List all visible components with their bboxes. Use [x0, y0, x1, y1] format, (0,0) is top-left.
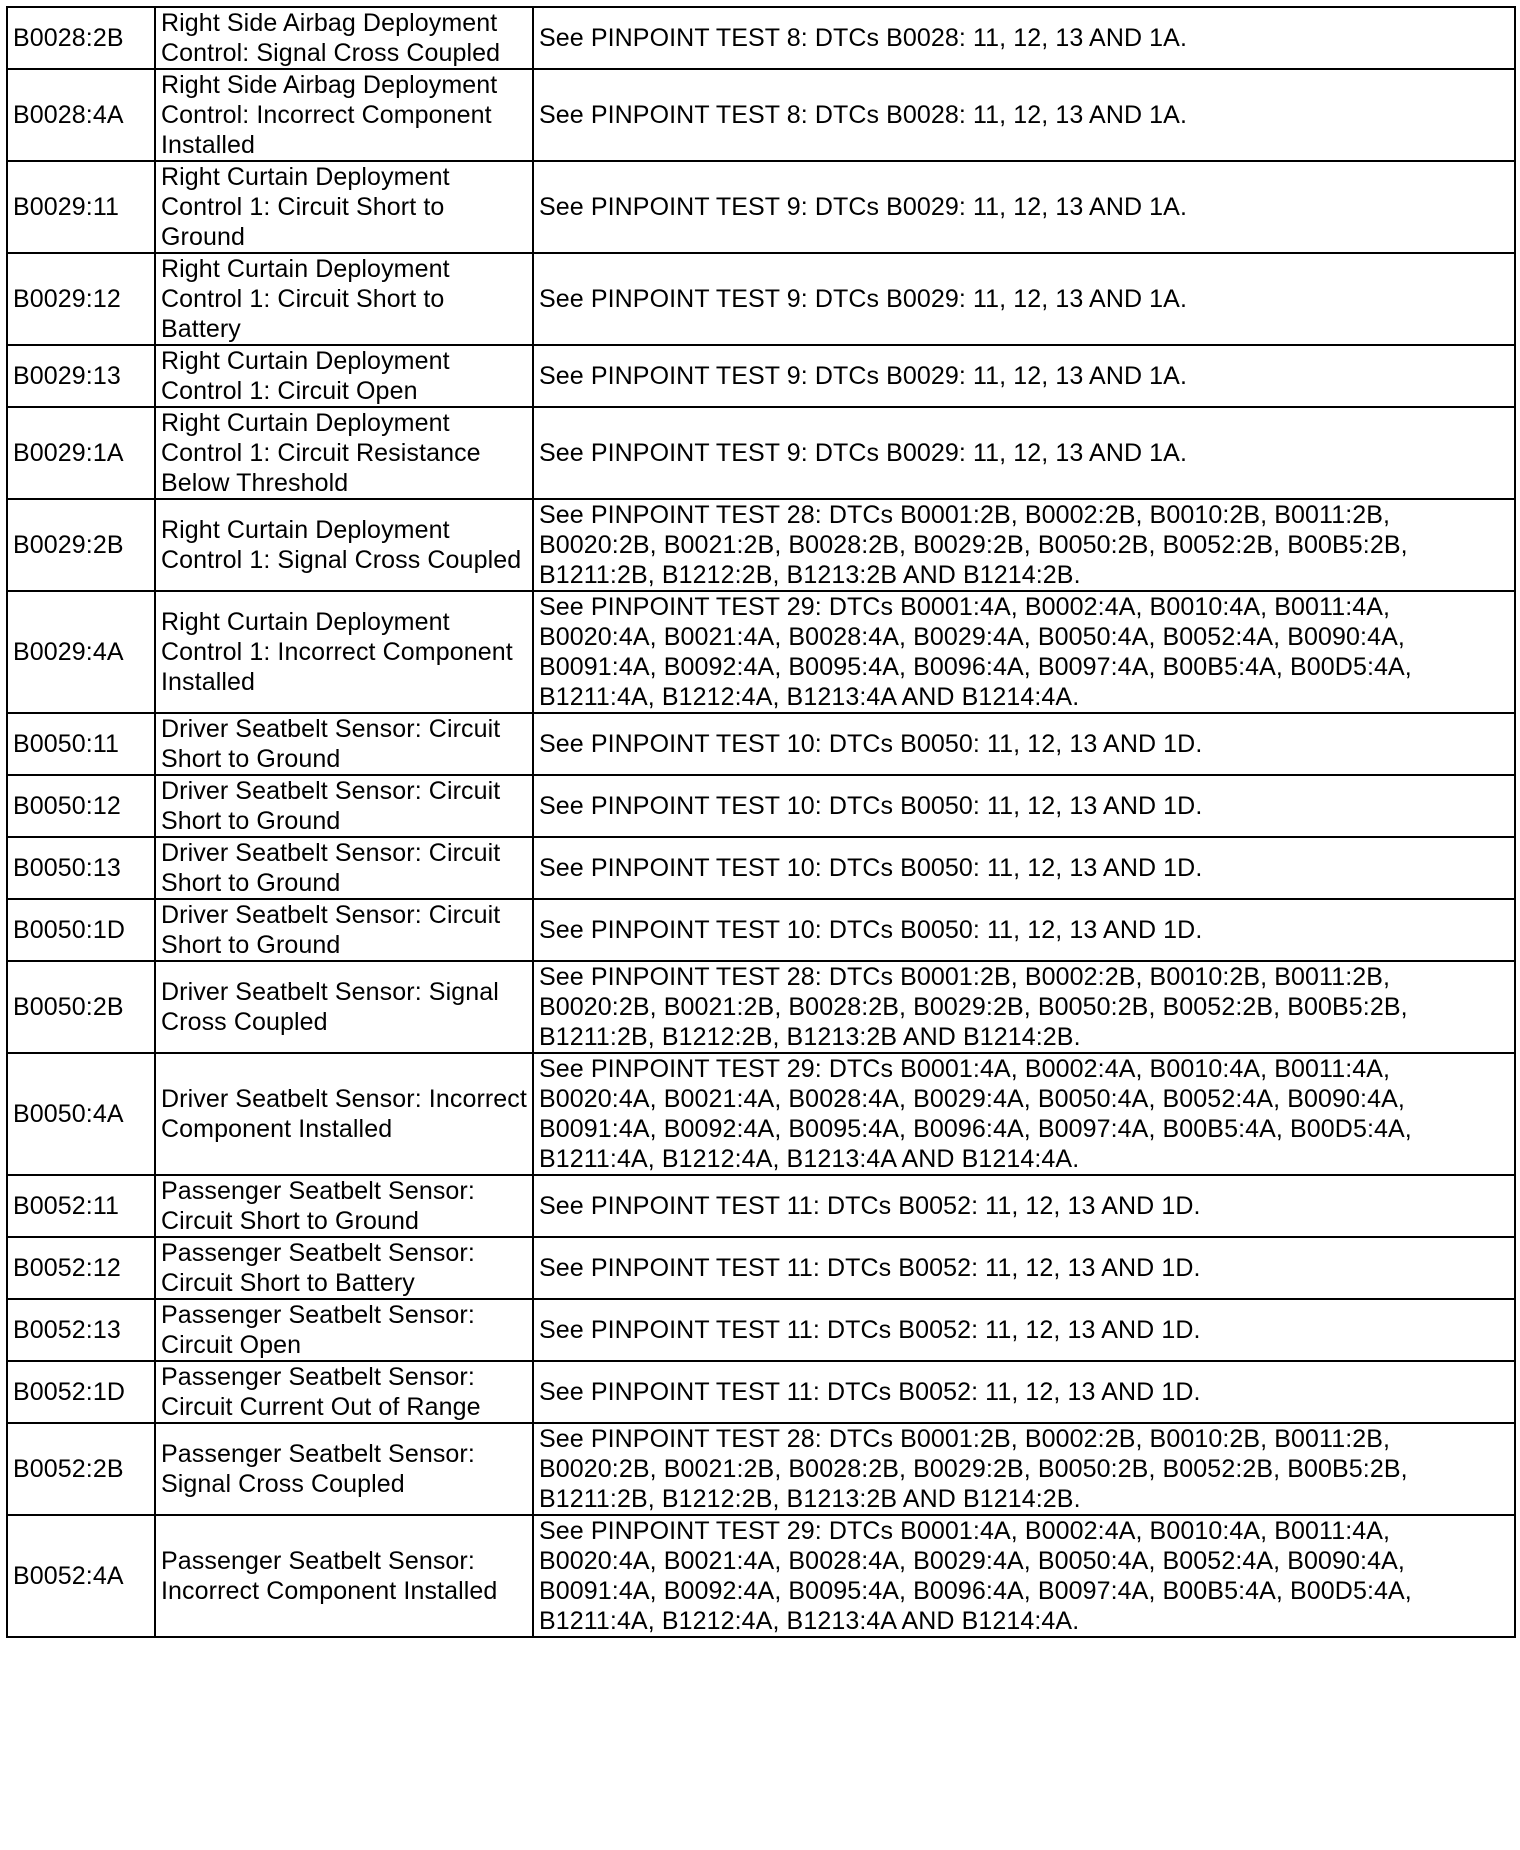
dtc-description-line: Driver Seatbelt Sensor: Circuit: [161, 777, 501, 805]
dtc-description-line: Right Curtain Deployment: [161, 163, 450, 191]
dtc-description-line: Driver Seatbelt Sensor: Circuit: [161, 839, 501, 867]
table-row: [7, 1299, 1515, 1361]
dtc-description-line: Control: Incorrect Component: [161, 101, 492, 129]
dtc-action-line: See PINPOINT TEST 9: DTCs B0029: 11, 12, 13 AND 1A.: [539, 285, 1187, 313]
dtc-action-cell: [533, 1361, 1515, 1423]
dtc-description-line: Right Curtain Deployment: [161, 255, 450, 283]
dtc-description-line: Passenger Seatbelt Sensor:: [161, 1301, 475, 1329]
document-page: [6, 6, 1514, 1638]
dtc-description-cell: [155, 713, 533, 775]
dtc-description-cell: [155, 1299, 533, 1361]
dtc-description-line: Control 1: Circuit Open: [161, 377, 418, 405]
dtc-action-line: See PINPOINT TEST 10: DTCs B0050: 11, 12, 13 AND 1D.: [539, 792, 1203, 820]
table-row: [7, 407, 1515, 499]
dtc-action-line: B0020:4A, B0021:4A, B0028:4A, B0029:4A, B0050:4A, B0052:4A, B0090:4A,: [539, 1085, 1405, 1113]
dtc-code-cell: B0029:4A: [7, 591, 155, 713]
dtc-description-cell: [155, 591, 533, 713]
dtc-description-line: Short to Ground: [161, 807, 341, 835]
dtc-description-cell: [155, 1175, 533, 1237]
dtc-code-cell: B0029:11: [7, 161, 155, 253]
dtc-code-cell: B0050:4A: [7, 1053, 155, 1175]
dtc-action-line: B0020:2B, B0021:2B, B0028:2B, B0029:2B, B0050:2B, B0052:2B, B00B5:2B,: [539, 1455, 1408, 1483]
dtc-action-line: B1211:2B, B1212:2B, B1213:2B AND B1214:2B.: [539, 1023, 1081, 1051]
dtc-action-cell: [533, 69, 1515, 161]
dtc-table-body: [7, 7, 1515, 1637]
dtc-description-line: Installed: [161, 668, 256, 696]
dtc-description-cell: [155, 837, 533, 899]
dtc-code-cell: B0050:2B: [7, 961, 155, 1053]
dtc-description-cell: [155, 7, 533, 69]
dtc-action-line: B1211:2B, B1212:2B, B1213:2B AND B1214:2B.: [539, 1485, 1081, 1513]
dtc-description-line: Short to Ground: [161, 869, 341, 897]
dtc-action-line: B1211:4A, B1212:4A, B1213:4A AND B1214:4A.: [539, 683, 1080, 711]
dtc-action-line: See PINPOINT TEST 8: DTCs B0028: 11, 12, 13 AND 1A.: [539, 24, 1187, 52]
table-row: [7, 69, 1515, 161]
dtc-description-line: Installed: [161, 131, 256, 159]
dtc-action-line: See PINPOINT TEST 29: DTCs B0001:4A, B0002:4A, B0010:4A, B0011:4A,: [539, 1517, 1391, 1545]
dtc-action-line: B1211:2B, B1212:2B, B1213:2B AND B1214:2B.: [539, 561, 1081, 589]
dtc-action-line: See PINPOINT TEST 10: DTCs B0050: 11, 12, 13 AND 1D.: [539, 854, 1203, 882]
dtc-description-line: Short to Ground: [161, 745, 341, 773]
dtc-description-line: Cross Coupled: [161, 1008, 328, 1036]
dtc-description-line: Control: Signal Cross Coupled: [161, 39, 501, 67]
dtc-action-line: See PINPOINT TEST 28: DTCs B0001:2B, B0002:2B, B0010:2B, B0011:2B,: [539, 501, 1391, 529]
dtc-description-line: Component Installed: [161, 1115, 393, 1143]
table-row: [7, 899, 1515, 961]
dtc-code-cell: B0052:13: [7, 1299, 155, 1361]
dtc-action-line: See PINPOINT TEST 29: DTCs B0001:4A, B0002:4A, B0010:4A, B0011:4A,: [539, 1055, 1391, 1083]
dtc-code-cell: B0052:2B: [7, 1423, 155, 1515]
table-row: [7, 161, 1515, 253]
dtc-action-cell: [533, 1237, 1515, 1299]
dtc-action-cell: [533, 961, 1515, 1053]
dtc-description-cell: [155, 345, 533, 407]
dtc-description-cell: [155, 1515, 533, 1637]
dtc-code-cell: B0029:1A: [7, 407, 155, 499]
dtc-code-cell: B0029:12: [7, 253, 155, 345]
table-row: [7, 1361, 1515, 1423]
dtc-description-line: Passenger Seatbelt Sensor:: [161, 1440, 475, 1468]
dtc-action-line: See PINPOINT TEST 11: DTCs B0052: 11, 12, 13 AND 1D.: [539, 1192, 1201, 1220]
dtc-action-line: See PINPOINT TEST 11: DTCs B0052: 11, 12, 13 AND 1D.: [539, 1378, 1201, 1406]
dtc-description-line: Control 1: Circuit Short to: [161, 193, 445, 221]
table-row: [7, 1515, 1515, 1637]
dtc-description-cell: [155, 1361, 533, 1423]
dtc-action-cell: [533, 345, 1515, 407]
dtc-description-cell: [155, 161, 533, 253]
table-row: [7, 961, 1515, 1053]
dtc-description-cell: [155, 775, 533, 837]
dtc-action-cell: [533, 899, 1515, 961]
dtc-action-cell: [533, 1053, 1515, 1175]
dtc-description-line: Right Curtain Deployment: [161, 516, 450, 544]
dtc-action-line: B0020:4A, B0021:4A, B0028:4A, B0029:4A, B0050:4A, B0052:4A, B0090:4A,: [539, 1547, 1405, 1575]
table-row: [7, 253, 1515, 345]
dtc-description-line: Right Curtain Deployment: [161, 608, 450, 636]
table-row: [7, 775, 1515, 837]
dtc-code-cell: B0050:11: [7, 713, 155, 775]
dtc-action-line: See PINPOINT TEST 10: DTCs B0050: 11, 12, 13 AND 1D.: [539, 916, 1203, 944]
dtc-action-cell: [533, 1175, 1515, 1237]
table-row: [7, 1237, 1515, 1299]
dtc-code-cell: B0028:2B: [7, 7, 155, 69]
dtc-code-cell: B0029:13: [7, 345, 155, 407]
table-row: [7, 591, 1515, 713]
dtc-action-cell: [533, 1423, 1515, 1515]
dtc-action-cell: [533, 7, 1515, 69]
dtc-action-cell: [533, 499, 1515, 591]
dtc-description-cell: [155, 1053, 533, 1175]
dtc-description-cell: [155, 1423, 533, 1515]
dtc-description-line: Right Side Airbag Deployment: [161, 9, 498, 37]
dtc-action-line: See PINPOINT TEST 8: DTCs B0028: 11, 12, 13 AND 1A.: [539, 101, 1187, 129]
dtc-description-line: Driver Seatbelt Sensor: Incorrect: [161, 1085, 527, 1113]
dtc-description-line: Control 1: Incorrect Component: [161, 638, 513, 666]
dtc-code-cell: B0029:2B: [7, 499, 155, 591]
dtc-description-line: Short to Ground: [161, 931, 341, 959]
dtc-description-line: Incorrect Component Installed: [161, 1577, 498, 1605]
dtc-description-cell: [155, 407, 533, 499]
dtc-code-cell: B0050:12: [7, 775, 155, 837]
dtc-action-line: See PINPOINT TEST 9: DTCs B0029: 11, 12, 13 AND 1A.: [539, 193, 1187, 221]
dtc-description-line: Circuit Short to Battery: [161, 1269, 415, 1297]
dtc-description-line: Signal Cross Coupled: [161, 1470, 405, 1498]
dtc-action-cell: [533, 253, 1515, 345]
dtc-description-line: Right Curtain Deployment: [161, 409, 450, 437]
table-row: [7, 1423, 1515, 1515]
dtc-action-line: B0020:2B, B0021:2B, B0028:2B, B0029:2B, B0050:2B, B0052:2B, B00B5:2B,: [539, 993, 1408, 1021]
dtc-description-line: Right Curtain Deployment: [161, 347, 450, 375]
dtc-action-line: See PINPOINT TEST 29: DTCs B0001:4A, B0002:4A, B0010:4A, B0011:4A,: [539, 593, 1391, 621]
dtc-description-cell: [155, 961, 533, 1053]
dtc-description-line: Circuit Current Out of Range: [161, 1393, 481, 1421]
dtc-action-line: B0020:2B, B0021:2B, B0028:2B, B0029:2B, B0050:2B, B0052:2B, B00B5:2B,: [539, 531, 1408, 559]
table-row: [7, 345, 1515, 407]
dtc-description-cell: [155, 899, 533, 961]
dtc-action-cell: [533, 591, 1515, 713]
dtc-description-line: Circuit Short to Ground: [161, 1207, 419, 1235]
dtc-description-line: Passenger Seatbelt Sensor:: [161, 1363, 475, 1391]
table-row: [7, 499, 1515, 591]
dtc-description-line: Driver Seatbelt Sensor: Circuit: [161, 901, 501, 929]
dtc-description-line: Passenger Seatbelt Sensor:: [161, 1547, 475, 1575]
dtc-code-cell: B0028:4A: [7, 69, 155, 161]
dtc-action-line: See PINPOINT TEST 9: DTCs B0029: 11, 12, 13 AND 1A.: [539, 362, 1187, 390]
dtc-action-line: See PINPOINT TEST 9: DTCs B0029: 11, 12, 13 AND 1A.: [539, 439, 1187, 467]
dtc-action-line: B0020:4A, B0021:4A, B0028:4A, B0029:4A, B0050:4A, B0052:4A, B0090:4A,: [539, 623, 1405, 651]
dtc-action-cell: [533, 161, 1515, 253]
dtc-code-cell: B0052:1D: [7, 1361, 155, 1423]
dtc-description-line: Control 1: Circuit Short to: [161, 285, 445, 313]
dtc-action-line: See PINPOINT TEST 11: DTCs B0052: 11, 12, 13 AND 1D.: [539, 1254, 1201, 1282]
dtc-action-line: See PINPOINT TEST 28: DTCs B0001:2B, B0002:2B, B0010:2B, B0011:2B,: [539, 963, 1391, 991]
dtc-table: [6, 6, 1516, 1638]
table-row: [7, 837, 1515, 899]
dtc-code-cell: B0052:11: [7, 1175, 155, 1237]
dtc-description-line: Driver Seatbelt Sensor: Signal: [161, 978, 499, 1006]
dtc-description-line: Battery: [161, 315, 241, 343]
dtc-action-cell: [533, 837, 1515, 899]
dtc-description-line: Below Threshold: [161, 469, 349, 497]
table-row: [7, 713, 1515, 775]
dtc-code-cell: B0052:12: [7, 1237, 155, 1299]
dtc-description-line: Ground: [161, 223, 245, 251]
dtc-action-cell: [533, 775, 1515, 837]
dtc-description-cell: [155, 499, 533, 591]
dtc-action-line: See PINPOINT TEST 11: DTCs B0052: 11, 12, 13 AND 1D.: [539, 1316, 1201, 1344]
dtc-action-line: B1211:4A, B1212:4A, B1213:4A AND B1214:4A.: [539, 1145, 1080, 1173]
table-row: [7, 1175, 1515, 1237]
dtc-description-line: Passenger Seatbelt Sensor:: [161, 1239, 475, 1267]
dtc-action-line: B1211:4A, B1212:4A, B1213:4A AND B1214:4A.: [539, 1607, 1080, 1635]
dtc-action-cell: [533, 1299, 1515, 1361]
dtc-action-line: B0091:4A, B0092:4A, B0095:4A, B0096:4A, B0097:4A, B00B5:4A, B00D5:4A,: [539, 653, 1412, 681]
dtc-description-cell: [155, 69, 533, 161]
dtc-description-cell: [155, 253, 533, 345]
dtc-action-line: See PINPOINT TEST 10: DTCs B0050: 11, 12, 13 AND 1D.: [539, 730, 1203, 758]
dtc-action-line: B0091:4A, B0092:4A, B0095:4A, B0096:4A, B0097:4A, B00B5:4A, B00D5:4A,: [539, 1115, 1412, 1143]
table-row: [7, 7, 1515, 69]
table-row: [7, 1053, 1515, 1175]
dtc-description-cell: [155, 1237, 533, 1299]
dtc-description-line: Driver Seatbelt Sensor: Circuit: [161, 715, 501, 743]
dtc-action-line: See PINPOINT TEST 28: DTCs B0001:2B, B0002:2B, B0010:2B, B0011:2B,: [539, 1425, 1391, 1453]
dtc-description-line: Control 1: Circuit Resistance: [161, 439, 481, 467]
dtc-action-cell: [533, 1515, 1515, 1637]
dtc-description-line: Circuit Open: [161, 1331, 302, 1359]
dtc-description-line: Right Side Airbag Deployment: [161, 71, 498, 99]
dtc-code-cell: B0052:4A: [7, 1515, 155, 1637]
dtc-description-line: Control 1: Signal Cross Coupled: [161, 546, 522, 574]
dtc-action-cell: [533, 713, 1515, 775]
dtc-code-cell: B0050:1D: [7, 899, 155, 961]
dtc-description-line: Passenger Seatbelt Sensor:: [161, 1177, 475, 1205]
dtc-action-line: B0091:4A, B0092:4A, B0095:4A, B0096:4A, B0097:4A, B00B5:4A, B00D5:4A,: [539, 1577, 1412, 1605]
dtc-code-cell: B0050:13: [7, 837, 155, 899]
dtc-action-cell: [533, 407, 1515, 499]
